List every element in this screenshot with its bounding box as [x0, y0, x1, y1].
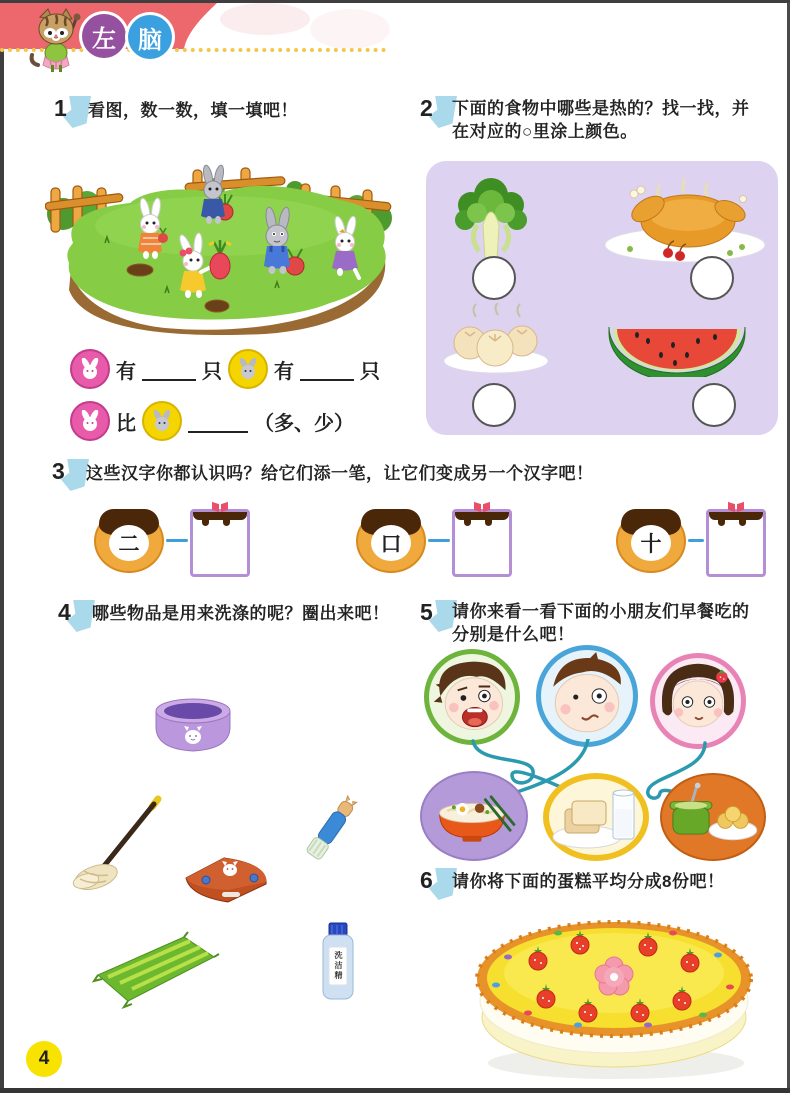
connector-line — [688, 539, 704, 542]
kid-boy-puffed[interactable] — [536, 645, 638, 747]
ex3-char-3: 十 — [640, 533, 662, 556]
ex5-title-line1: 请你来看一看下面的小朋友们早餐吃的 — [452, 602, 750, 621]
brand-left-text: 左 — [92, 25, 116, 53]
ex6-title: 请你将下面的蛋糕平均分成8份吧！ — [452, 872, 725, 891]
ex2-answer-circle-watermelon[interactable] — [692, 383, 736, 427]
ex1-word-compare: 比 — [116, 412, 136, 435]
ex2-title-line2: 在对应的○里涂上颜色。 — [452, 121, 638, 141]
ex1-word-unit1: 只 — [202, 360, 222, 383]
ex3-number — [50, 458, 90, 492]
scan-edge-left — [0, 3, 4, 1093]
brand-right-text: 脑 — [138, 26, 162, 54]
ex3-answer-box-2[interactable] — [452, 509, 512, 577]
bow-icon — [474, 503, 490, 512]
brand-right-circle — [128, 15, 172, 59]
ex5-title — [452, 601, 782, 647]
brand-left-circle — [82, 14, 126, 58]
ex2-answer-circle-chicken[interactable] — [690, 256, 734, 300]
bow-icon — [728, 503, 744, 512]
meal-porridge-buns[interactable] — [660, 773, 766, 861]
page-number-badge — [26, 1041, 62, 1077]
bow-icon — [212, 503, 228, 512]
ex1-numeral: 1 — [54, 95, 67, 121]
ex4-title: 哪些物品是用来洗涤的呢？圈出来吧！ — [92, 604, 390, 623]
detergent-bottle-icon[interactable] — [316, 921, 360, 1003]
ex3-flag-icon — [61, 459, 89, 491]
donut-character-1 — [94, 509, 164, 573]
strawberry-cake[interactable] — [468, 915, 760, 1083]
cat-mascot-icon — [26, 7, 90, 73]
meal-toast-milk[interactable] — [543, 773, 649, 861]
watermelon-icon — [603, 315, 751, 377]
ex4-number — [56, 599, 96, 633]
ex3-answer-box-3[interactable] — [706, 509, 766, 577]
ex1-flag-icon — [63, 96, 91, 128]
ex1-rabbit-meadow-scene — [45, 148, 395, 340]
page-number: 4 — [38, 1048, 50, 1069]
gray-rabbit-badge-icon — [142, 401, 182, 441]
ex1-blank-1[interactable] — [142, 357, 196, 381]
ex1-blank-3[interactable] — [188, 409, 248, 433]
white-rabbit-badge-icon — [70, 349, 110, 389]
mop-icon[interactable] — [70, 791, 170, 891]
ex1-word-have1: 有 — [116, 360, 136, 383]
connector-line — [428, 539, 450, 542]
ex5-numeral: 5 — [420, 599, 433, 625]
header — [0, 3, 440, 65]
gray-rabbit-badge-icon — [228, 349, 268, 389]
cat-basin-icon[interactable] — [148, 695, 238, 759]
ex5-title-line2: 分别是什么吧！ — [452, 624, 575, 644]
ex4-numeral: 4 — [58, 599, 71, 625]
donut-character-2 — [356, 509, 426, 573]
ex1-answer-row-1 — [70, 349, 390, 389]
donut-character-3 — [616, 509, 686, 573]
detergent-label: 洗洁精 — [334, 951, 343, 981]
white-rabbit-badge-icon — [70, 401, 110, 441]
ex1-word-have2: 有 — [274, 360, 294, 383]
scan-edge-bottom — [0, 1088, 790, 1093]
kid-boy-shocked[interactable] — [424, 649, 520, 745]
ex2-title-line1: 下面的食物中哪些是热的？找一找，并 — [452, 99, 750, 118]
ex1-word-unit2: 只 — [360, 360, 380, 383]
ex1-title: 看图，数一数，填一填吧！ — [88, 101, 298, 120]
ex3-numeral: 3 — [52, 458, 65, 484]
ex2-numeral: 2 — [420, 95, 433, 121]
ex3-answer-box-1[interactable] — [190, 509, 250, 577]
ex3-char-1: 二 — [118, 533, 140, 556]
cabbage-icon — [455, 173, 527, 269]
ex2-title — [452, 98, 782, 144]
kid-girl-strawberry[interactable] — [650, 653, 746, 749]
towel-icon[interactable] — [88, 931, 224, 1009]
ex3-char-2: 口 — [380, 533, 402, 556]
toothbrush-icon[interactable] — [300, 795, 358, 871]
connector-line — [166, 539, 188, 542]
ex6-numeral: 6 — [420, 867, 433, 893]
ex1-word-options: （多、少） — [254, 412, 354, 435]
ex1-answer-row-2 — [70, 401, 400, 441]
ex3-title: 这些汉字你都认识吗？给它们添一笔，让它们变成另一个汉字吧！ — [86, 464, 594, 483]
roast-chicken-icon — [600, 173, 770, 268]
pencil-case-icon[interactable] — [178, 848, 274, 906]
ex2-answer-circle-cabbage[interactable] — [472, 256, 516, 300]
meal-noodle-bowl[interactable] — [420, 771, 528, 861]
steamed-buns-icon — [440, 303, 552, 375]
ex1-number — [52, 95, 92, 129]
ex4-flag-icon — [67, 600, 95, 632]
ex1-blank-2[interactable] — [300, 357, 354, 381]
ex2-answer-circle-buns[interactable] — [472, 383, 516, 427]
